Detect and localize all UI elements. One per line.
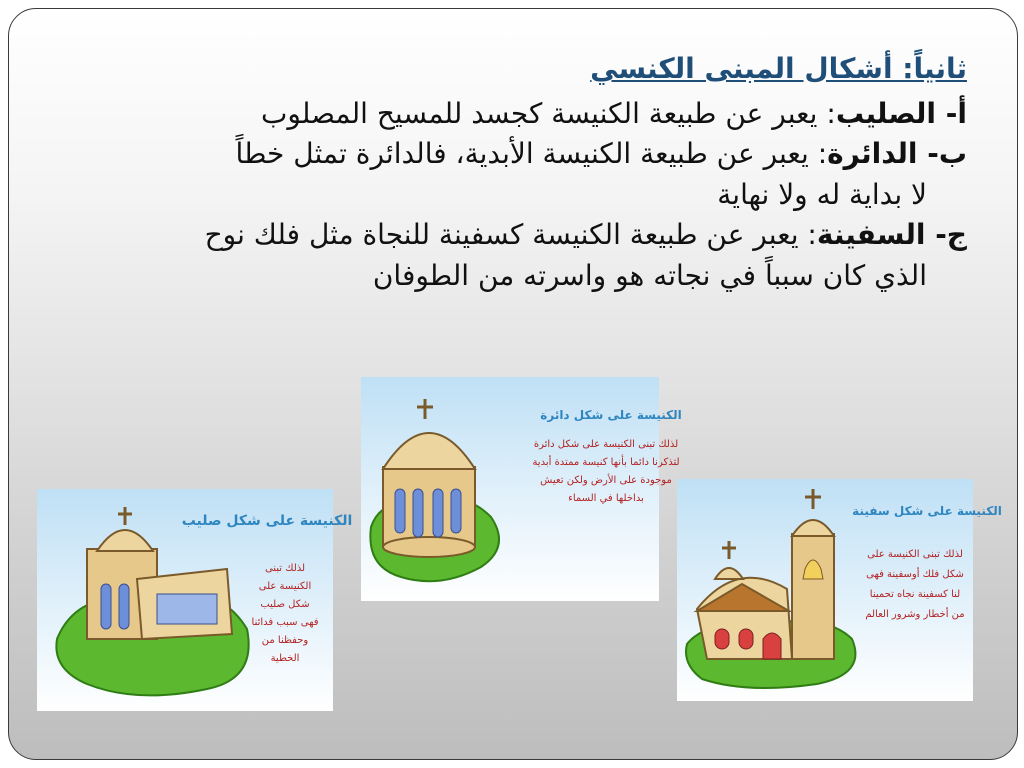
item-ship xyxy=(37,215,967,256)
circle-card-line: موجودة على الأرض ولكن تعيش xyxy=(540,475,672,486)
ship-church-illustration xyxy=(677,479,1002,701)
circle-card-line: لتذكرنا دائما بأنها كنيسة ممتدة أبدية xyxy=(532,457,680,468)
circle-card-line: بداخلها في السماء xyxy=(568,493,644,504)
cross-card-line: فهى سبب فدائنا xyxy=(251,617,319,628)
window xyxy=(739,629,753,649)
ship-card-line: لذلك تبنى الكنيسة على xyxy=(867,549,963,560)
cross-church-card xyxy=(37,489,353,711)
item-cross xyxy=(37,94,967,135)
cross-card-line: الكنيسة على xyxy=(258,581,312,592)
cross-card-line: لذلك تبنى xyxy=(264,563,306,574)
item-cross-text: يعبر عن طبيعة الكنيسة كجسد للمسيح المصلوب xyxy=(261,96,827,130)
circle-church-illustration xyxy=(361,377,682,601)
window xyxy=(395,489,405,533)
item-ship-continued: الذي كان سبباً في نجاته هو واسرته من الطوفان xyxy=(372,258,927,292)
item-cross-colon: : xyxy=(826,96,836,130)
item-circle-continued: لا بداية له ولا نهاية xyxy=(717,177,927,211)
window xyxy=(715,629,729,649)
circle-card-title: الكنيسة على شكل دائرة xyxy=(540,408,682,422)
circle-card-line: لذلك تبنى الكنيسة على شكل دائرة xyxy=(533,439,679,450)
drum-base xyxy=(383,537,475,557)
slide-heading: ثانياً: أشكال المبنى الكنسي xyxy=(590,52,967,85)
cross-card-title: الكنيسة على شكل صليب xyxy=(181,513,353,529)
window xyxy=(433,489,443,537)
ship-church-card xyxy=(677,479,1002,701)
item-cross-term: أ- الصليب xyxy=(835,96,967,130)
cross-church-illustration xyxy=(37,489,353,711)
door xyxy=(763,633,781,659)
window xyxy=(101,584,111,629)
window xyxy=(119,584,129,629)
item-circle xyxy=(37,134,967,175)
item-ship-colon: : xyxy=(807,218,817,252)
slide xyxy=(8,8,1018,760)
item-ship-term: ج- السفينة xyxy=(816,218,967,252)
item-ship-text: يعبر عن طبيعة الكنيسة كسفينة للنجاة مثل فلك نوح xyxy=(204,218,808,252)
bell-tower xyxy=(792,534,834,659)
cross-card-line: الخطية xyxy=(270,653,300,664)
item-circle-term: ب- الدائرة xyxy=(827,137,967,171)
window xyxy=(413,489,423,537)
cross-card-line: وحفظنا من xyxy=(261,635,309,646)
ship-card-line: من أخطار وشرور العالم xyxy=(865,609,965,620)
window xyxy=(451,489,461,533)
slide-content xyxy=(37,49,967,297)
ship-card-line: شكل فلك أوسفينة فهى xyxy=(866,569,964,580)
item-circle-colon: : xyxy=(817,137,828,171)
cross-card-line: شكل صليب xyxy=(260,599,310,610)
ship-card-title: الكنيسة على شكل سفينة xyxy=(852,504,1002,518)
circle-church-card xyxy=(361,377,682,601)
ship-card-line: لنا كسفينة نجاه تحمينا xyxy=(869,589,961,600)
item-circle-text: يعبر عن طبيعة الكنيسة الأبدية، فالدائرة تمثل خطاً xyxy=(235,137,818,171)
arcade-windows xyxy=(157,594,217,624)
